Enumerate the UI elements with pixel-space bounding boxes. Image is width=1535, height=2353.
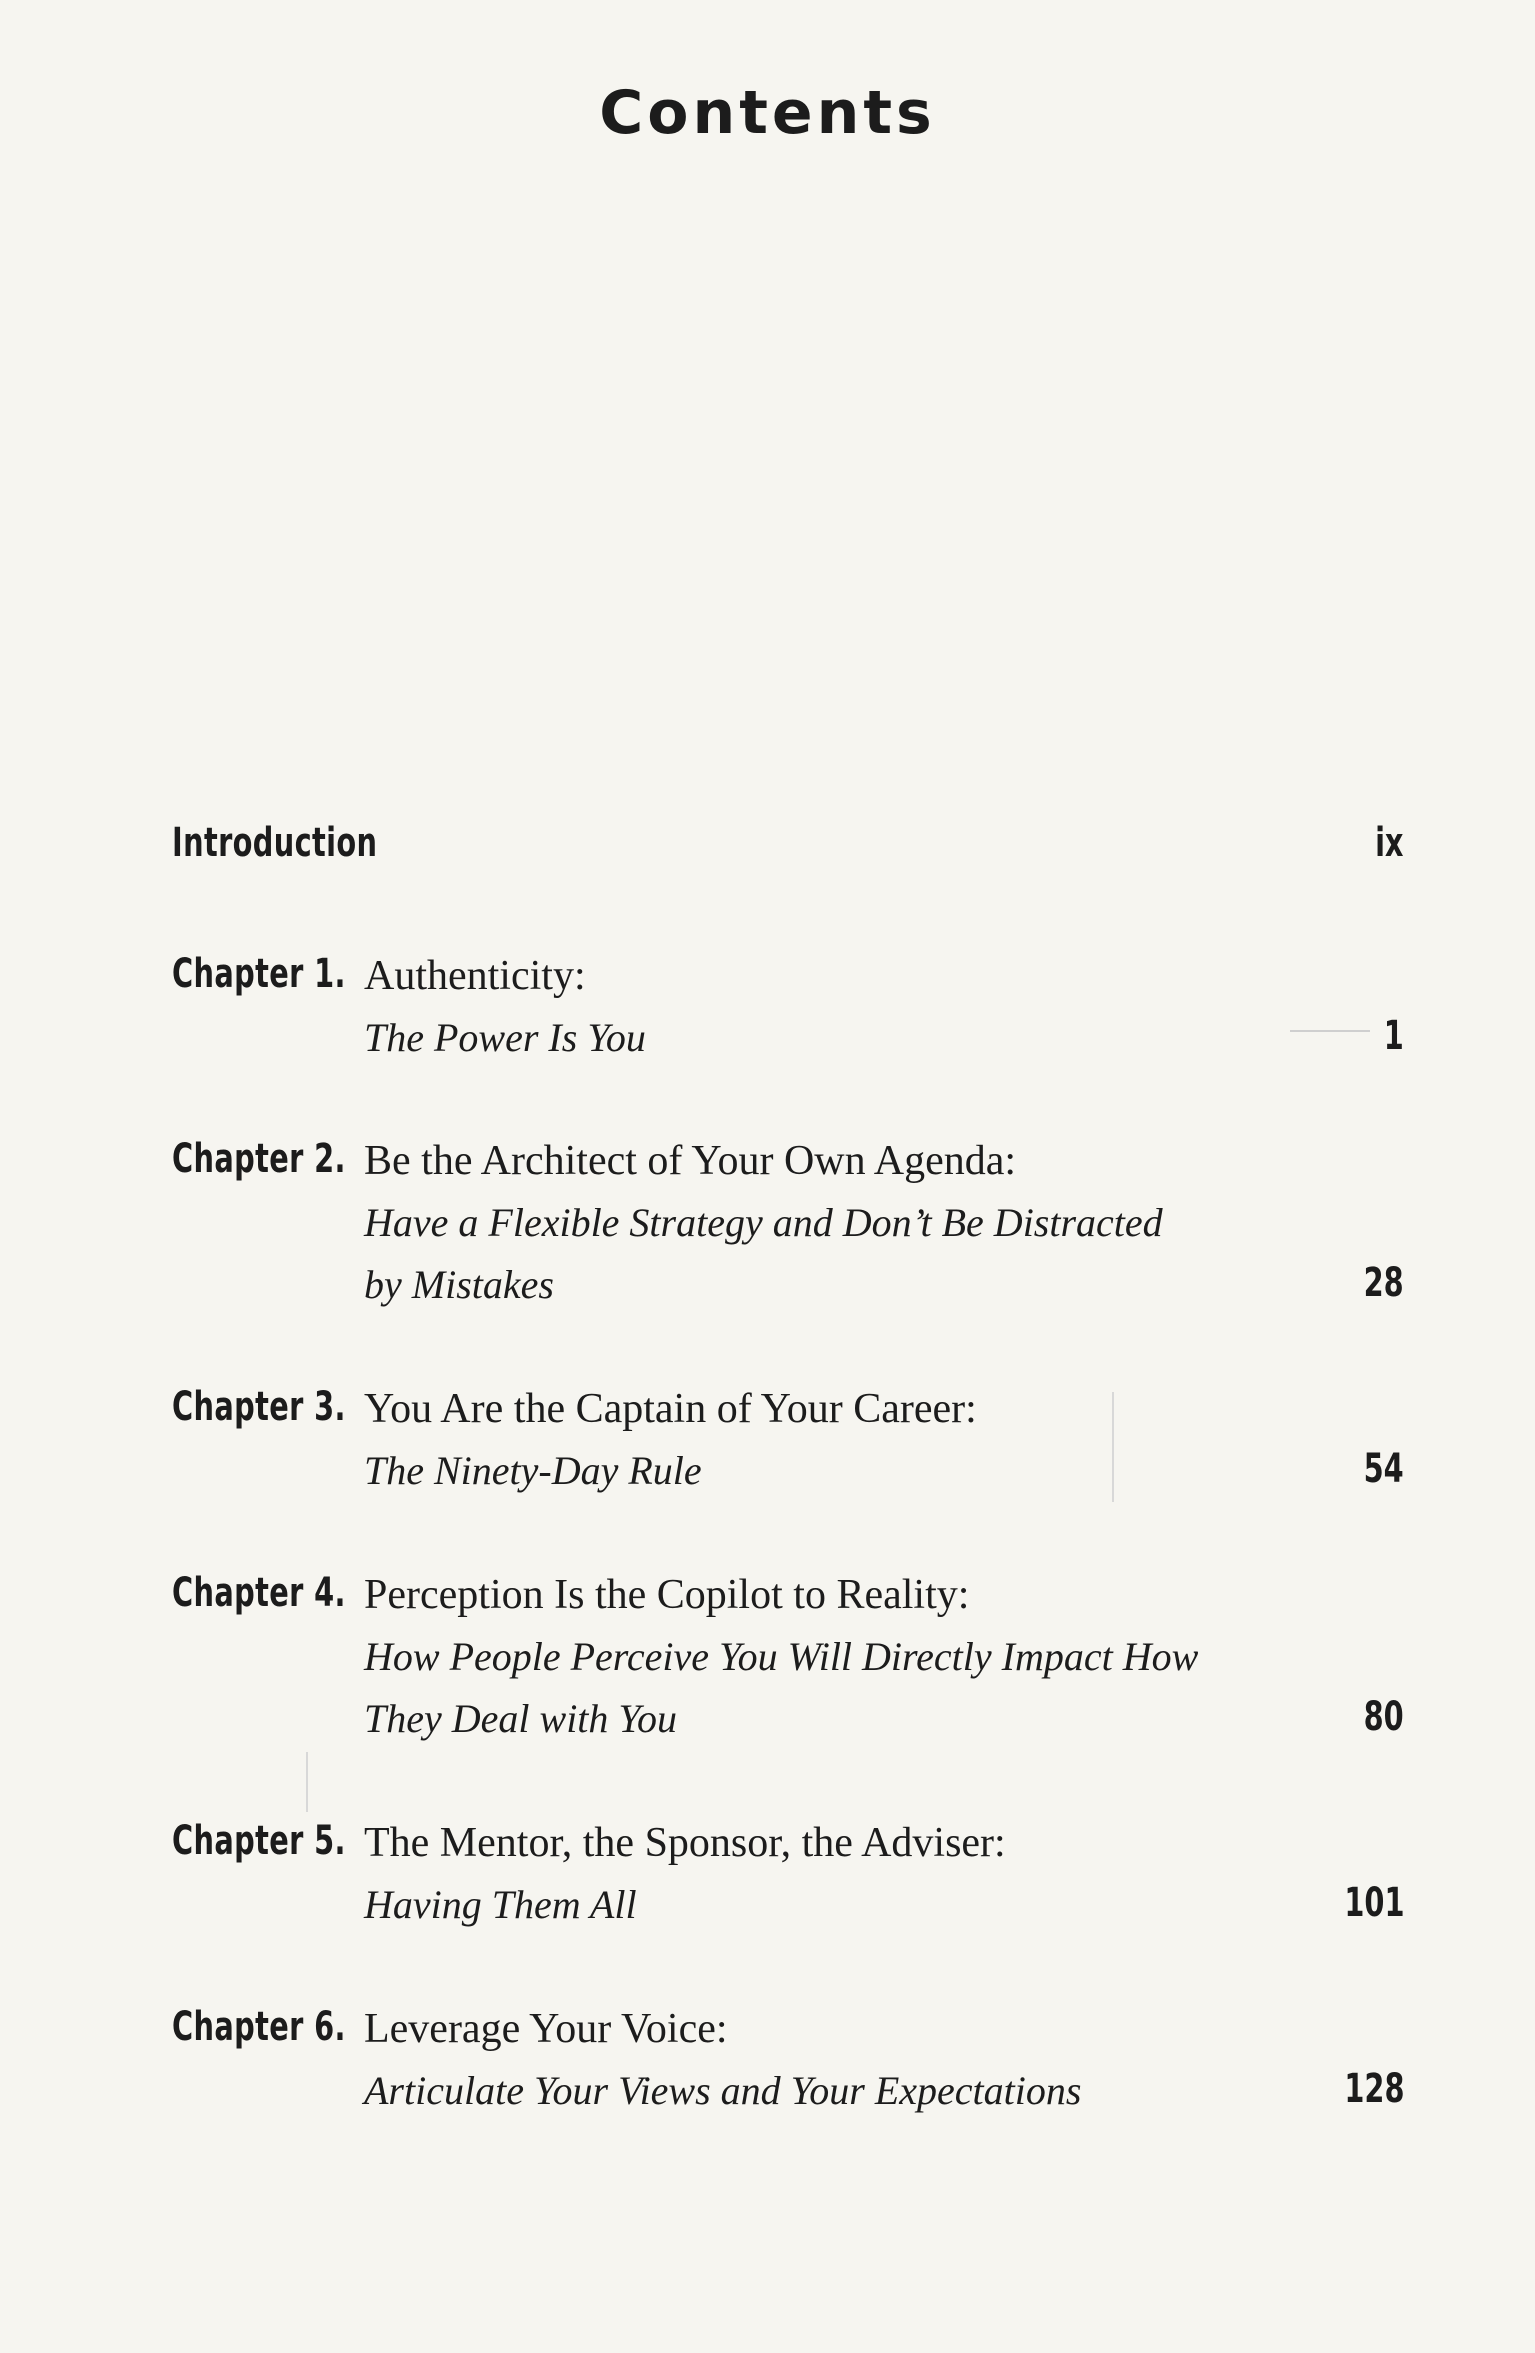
chapter-5-subtitle-line-1: Having Them All [364,1882,637,1927]
chapter-6-label: Chapter 6. [172,2004,346,2050]
chapter-4-subtitle-line-2: They Deal with You [364,1696,677,1741]
chapter-6-page-number: 128 [1343,2066,1404,2112]
chapter-1-page-number: 1 [1383,1013,1404,1059]
toc-entry-introduction[interactable] [172,820,1404,880]
scan-artifact-line [1290,1030,1370,1032]
chapter-4-label: Chapter 4. [172,1570,346,1616]
toc-entry-chapter-6[interactable] [172,1998,1404,2128]
scan-artifact-mark [306,1752,308,1812]
chapter-4-title: Perception Is the Copilot to Reality: [364,1572,970,1618]
chapter-2-subtitle-line-1: Have a Flexible Strategy and Don’t Be Distracted [364,1200,1163,1245]
chapter-5-title: The Mentor, the Sponsor, the Adviser: [364,1820,1006,1866]
chapter-3-label: Chapter 3. [172,1384,346,1430]
chapter-4-page-number: 80 [1363,1694,1404,1740]
chapter-6-title: Leverage Your Voice: [364,2006,728,2052]
chapter-1-subtitle-line-1: The Power Is You [364,1015,646,1060]
introduction-label: Introduction [172,820,378,866]
toc-entry-chapter-3[interactable] [172,1378,1404,1508]
chapter-5-page-number: 101 [1343,1880,1404,1926]
chapter-1-title: Authenticity: [364,953,586,999]
chapter-2-subtitle-line-2: by Mistakes [364,1262,554,1307]
chapter-1-label: Chapter 1. [172,951,346,997]
scan-artifact-mark [1112,1392,1114,1502]
chapter-3-title: You Are the Captain of Your Career: [364,1386,977,1432]
chapter-3-subtitle-line-1: The Ninety-Day Rule [364,1448,702,1493]
chapter-6-subtitle-line-1: Articulate Your Views and Your Expectations [364,2068,1082,2113]
chapter-2-title: Be the Architect of Your Own Agenda: [364,1138,1017,1184]
toc-entry-chapter-2[interactable] [172,1130,1404,1320]
chapter-5-label: Chapter 5. [172,1818,346,1864]
toc-entry-chapter-5[interactable] [172,1812,1404,1942]
page-title: Contents [599,78,936,148]
chapter-2-page-number: 28 [1363,1260,1404,1306]
chapter-2-label: Chapter 2. [172,1136,346,1182]
toc-entry-chapter-4[interactable] [172,1564,1404,1754]
chapter-3-page-number: 54 [1363,1446,1404,1492]
introduction-page-number: ix [1375,820,1404,866]
toc-entry-chapter-1[interactable] [172,945,1404,1075]
chapter-4-subtitle-line-1: How People Perceive You Will Directly Impact How [364,1634,1199,1679]
